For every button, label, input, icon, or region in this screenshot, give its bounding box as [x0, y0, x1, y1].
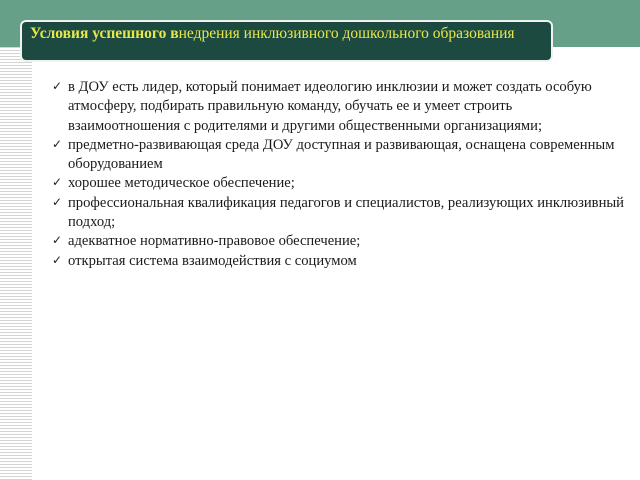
- checkmark-icon: ✓: [52, 136, 63, 151]
- list-item-text: предметно-развивающая среда ДОУ доступная и развивающая, оснащена современным оборудованием: [68, 136, 615, 173]
- list-item-text: открытая система взаимодействия с социумом: [68, 252, 357, 269]
- list-item: [52, 78, 627, 136]
- list-item: [52, 174, 627, 193]
- list-item: [52, 194, 627, 233]
- bullet-list: [52, 78, 627, 271]
- title-rest: недрения инклюзивного дошкольного образования: [178, 25, 515, 42]
- checkmark-icon: ✓: [52, 79, 63, 93]
- title-bold: Условия успешного в: [30, 25, 179, 42]
- decorative-stripes: [0, 47, 32, 480]
- slide-title: [20, 20, 553, 62]
- checkmark-icon: ✓: [52, 194, 63, 209]
- list-item: [52, 232, 627, 251]
- list-item-text: в ДОУ есть лидер, который понимает идеологию инклюзии и может создать особую атмосферу, подбирать правильную команду, обучать ее и умеет строить взаимоотношения с родителями и другими общественными организациями;: [68, 79, 592, 134]
- list-item-text: адекватное нормативно-правовое обеспечение;: [68, 233, 361, 250]
- checkmark-icon: ✓: [52, 233, 63, 248]
- list-item: [52, 252, 627, 271]
- checkmark-icon: ✓: [52, 175, 63, 190]
- list-item-text: хорошее методическое обеспечение;: [68, 175, 295, 192]
- bullet-list-container: [52, 78, 627, 271]
- list-item: [52, 136, 627, 175]
- checkmark-icon: ✓: [52, 252, 63, 267]
- list-item-text: профессиональная квалификация педагогов и специалистов, реализующих инклюзивный подход;: [68, 194, 624, 231]
